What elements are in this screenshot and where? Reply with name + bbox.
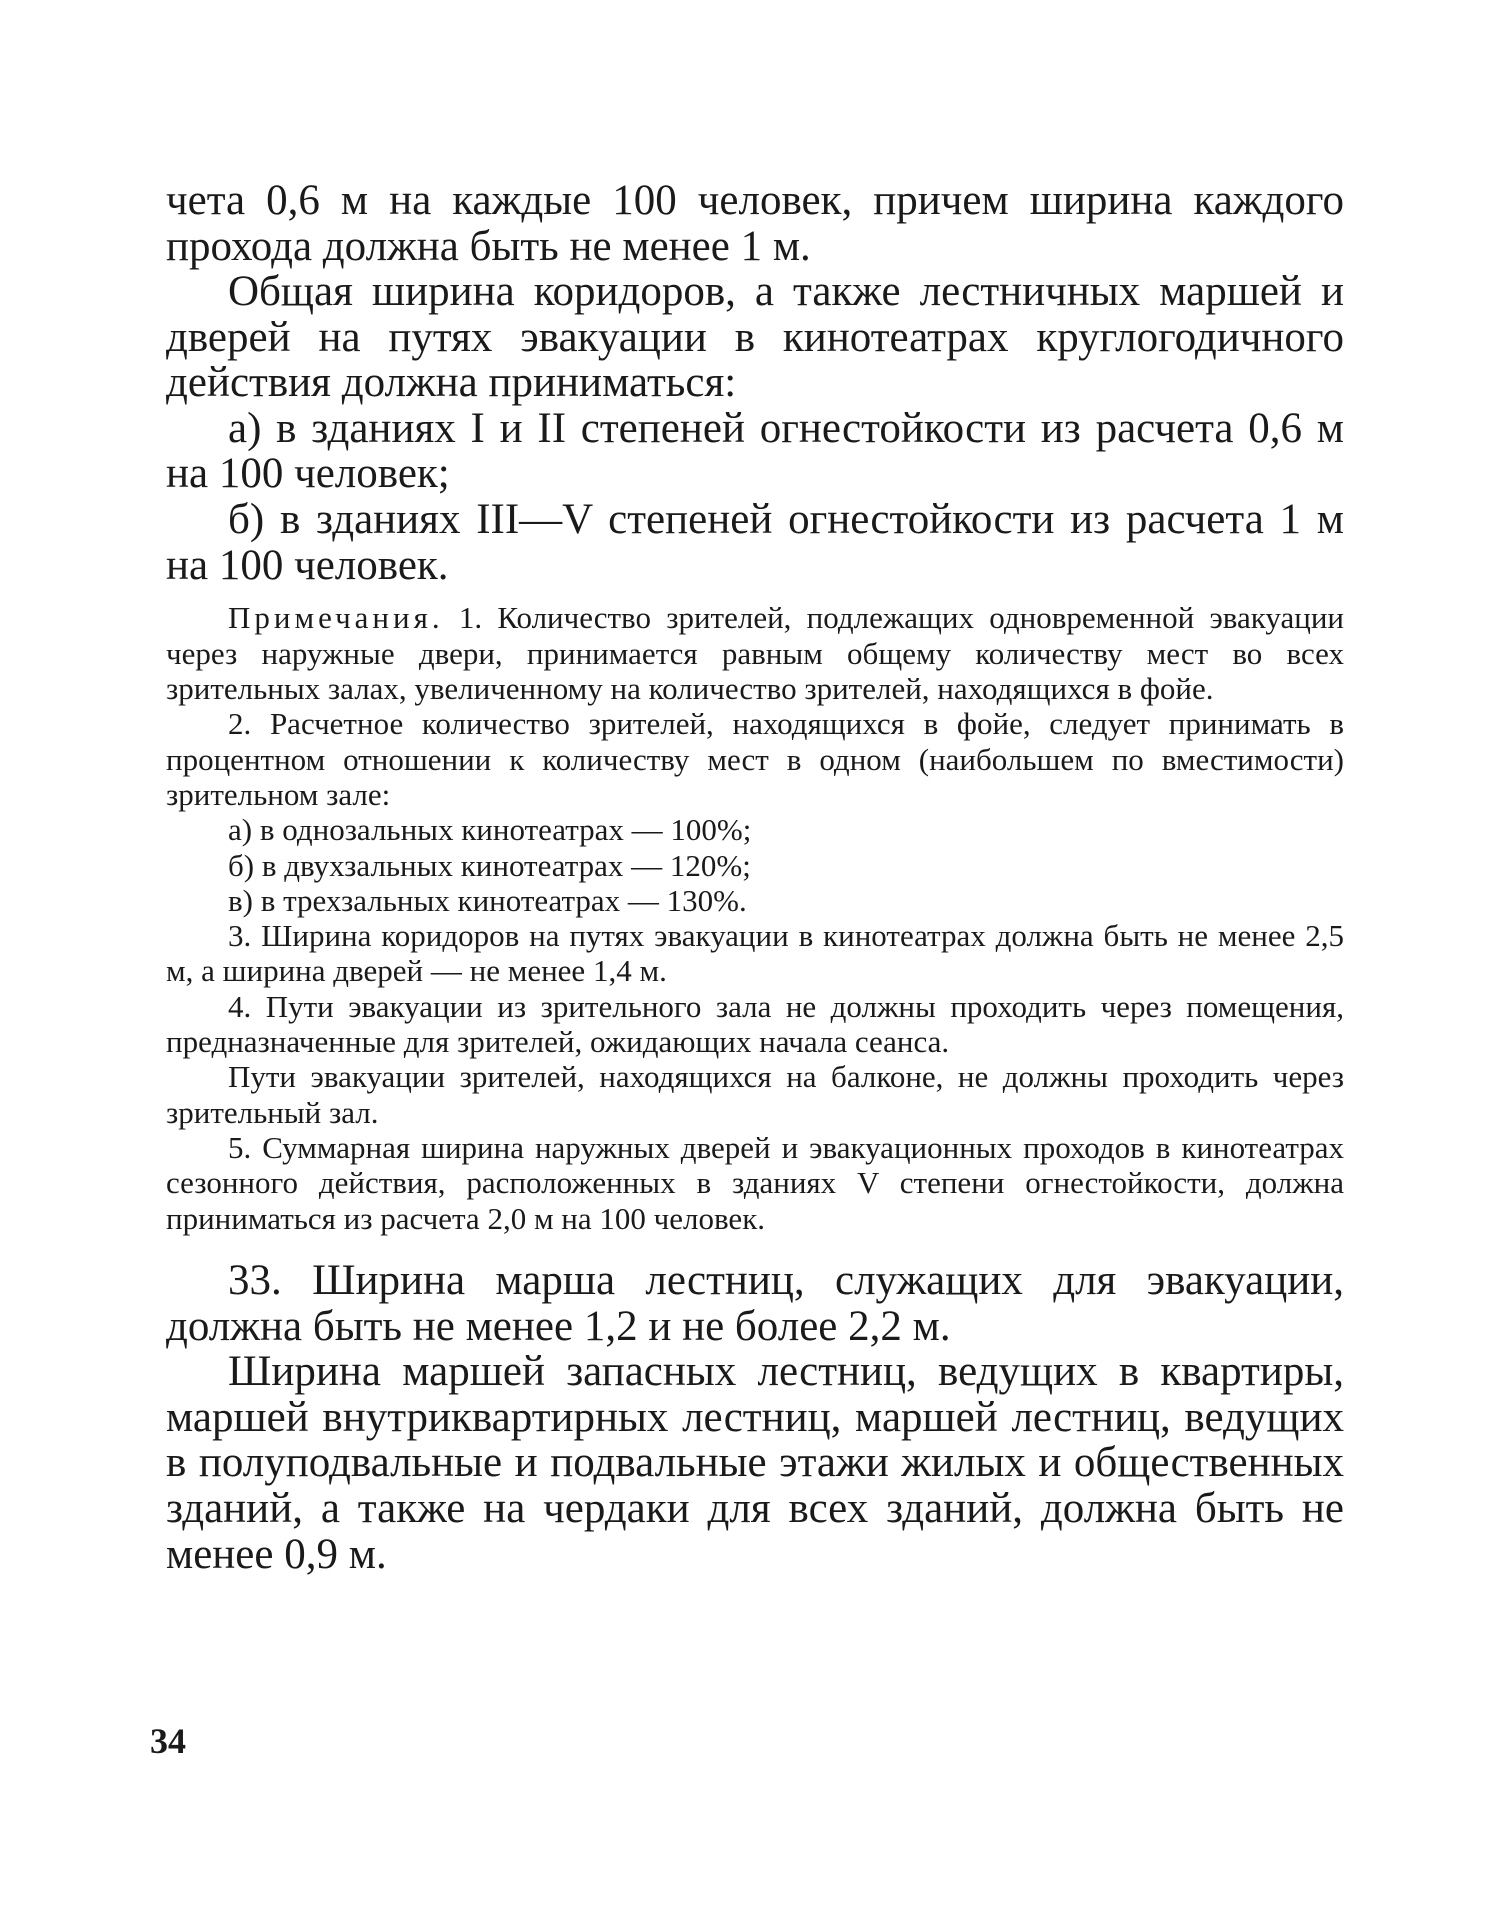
- document-page: [166, 178, 1344, 1577]
- note-4b: Пути эвакуации зрителей, находящихся на балконе, не должны проходить через зрительный зал.: [166, 1059, 1344, 1130]
- note-1-text: 1. Количество зрителей, подлежащих одновременной эвакуации через наружные двери, принимается равным общему количеству мест во всех зрительных залах, увеличенному на количество зрителей, находящихся в фойе.: [166, 600, 1345, 706]
- page-number: 34: [150, 1721, 186, 1761]
- paragraph-3: а) в зданиях I и II степеней огнестойкости из расчета 0,6 м на 100 человек;: [166, 404, 1344, 498]
- note-2c: в) в трехзальных кинотеатрах — 130%.: [228, 882, 747, 918]
- note-2: 2. Расчетное количество зрителей, находящихся в фойе, следует принимать в процентном отношении к количеству мест в одном (наибольшем по вместимости) зрительном зале:: [166, 706, 1344, 812]
- section-33-paragraph-1: 33. Ширина марша лестниц, служащих для эвакуации, должна быть не менее 1,2 и не более 2,2 м.: [166, 1257, 1344, 1350]
- section-33-paragraph-2: Ширина маршей запасных лестниц, ведущих в квартиры, маршей внутриквартирных лестниц, маршей лестниц, ведущих в полуподвальные и подвальные этажи жилых и общественных зданий, а также на чердаки для всех зданий, должна быть не менее 0,9 м.: [166, 1348, 1344, 1578]
- notes-block: [166, 600, 1344, 1236]
- paragraph-1: чета 0,6 м на каждые 100 человек, причем ширина каждого прохода должна быть не менее 1 м.: [166, 177, 1344, 270]
- note-2b: б) в двухзальных кинотеатрах — 120%;: [228, 847, 751, 883]
- note-5: 5. Суммарная ширина наружных дверей и эвакуационных проходов в кинотеатрах сезонного действия, расположенных в зданиях V степени огнестойкости, должна приниматься из расчета 2,0 м на 100 человек.: [166, 1130, 1344, 1236]
- paragraph-2: Общая ширина коридоров, а также лестничных маршей и дверей на путях эвакуации в кинотеатрах круглогодичного действия должна приниматься:: [166, 268, 1344, 407]
- note-4: 4. Пути эвакуации из зрительного зала не должны проходить через помещения, предназначенные для зрителей, ожидающих начала сеанса.: [166, 988, 1344, 1060]
- paragraph-4: б) в зданиях III—V степеней огнестойкости из расчета 1 м на 100 человек.: [166, 496, 1344, 589]
- note-3: 3. Ширина коридоров на путях эвакуации в кинотеатрах должна быть не менее 2,5 м, а ширина дверей — не менее 1,4 м.: [166, 918, 1344, 989]
- notes-heading: Примечания.: [228, 600, 444, 636]
- note-2a: а) в однозальных кинотеатрах — 100%;: [228, 812, 752, 848]
- note-1: [166, 600, 1344, 706]
- section-33: [166, 1258, 1344, 1577]
